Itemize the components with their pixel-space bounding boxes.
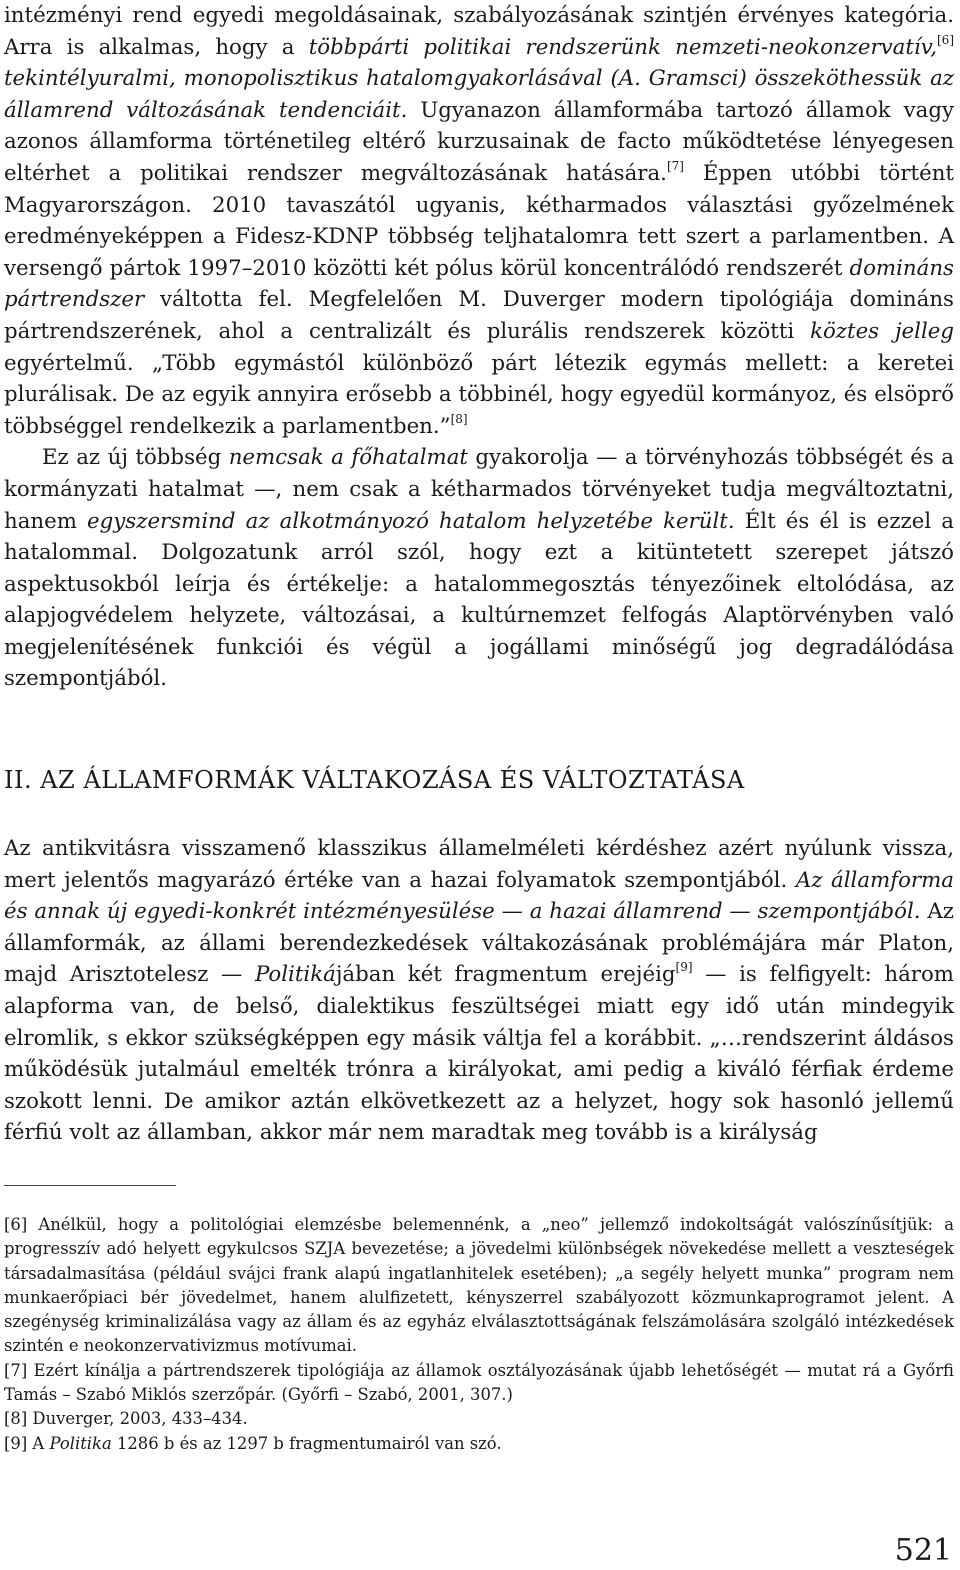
- footnote-separator: [4, 1185, 176, 1186]
- text-run: váltotta fel. Megfelelően M. Duverger modern tipológiája domináns pártrendszerének, ahol a centralizált és plurális rendszerek közötti: [4, 287, 954, 344]
- footnote-ref: [9]: [675, 960, 693, 975]
- text-run: Éppen utóbbi történt Magyarországon. 2010 tavaszától ugyanis, kétharmados választási győzelmének eredményeképpen a Fidesz-KDNP többség teljhatalomra tett szert a parlamentben. A versengő pártok 1997–2010 közötti két pólus körül koncentrálódó rendszerét: [4, 160, 954, 281]
- text-run: nemcsak a főhatalmat: [228, 445, 468, 471]
- text-run: Politika: [49, 1433, 112, 1453]
- footnotes: [4, 1213, 954, 1456]
- text-run: 1286 b és az 1297 b fragmentumairól van szó.: [111, 1433, 502, 1453]
- text-run: jában két fragmentum erejéig: [335, 962, 676, 988]
- footnote-9: [4, 1432, 954, 1456]
- footnote-ref: [8]: [450, 411, 468, 426]
- text-run: Politiká: [254, 962, 336, 988]
- text-run: többpárti politikai rendszerünk nemzeti-neokonzervatív,: [308, 34, 937, 60]
- footnote-ref: [7]: [666, 158, 684, 173]
- text-run: egyszersmind az alkotmányozó hatalom helyzetébe került.: [87, 508, 735, 534]
- text-run: tekintélyuralmi, monopolisztikus hatalomgyakorlásával (A. Gramsci) összeköthessük az államrend változásának tendenciáit.: [4, 66, 954, 123]
- text-run: Az államformák, az állami berendezkedések váltakozásának problémájára már Platon, majd Arisztotelesz —: [4, 899, 954, 988]
- text-run: köztes jelleg: [810, 318, 955, 344]
- text-run: [7] Ezért kínálja a pártrendszerek tipológiája az államok osztályozásának újabb lehetőségét — mutat rá a Győrfi Tamás – Szabó Miklós szerzőpár. (Győrfi – Szabó, 2001, 307.): [4, 1360, 954, 1405]
- text-run: Ez az új többség: [42, 445, 229, 471]
- footnote-6: [4, 1213, 954, 1359]
- text-run: Az államforma és annak új egyedi-konkrét intézményesülése — a hazai államrend — szempontjából.: [4, 867, 954, 925]
- paragraph-3: [4, 833, 954, 1149]
- text-run: gyakorolja — a törvényhozás többségét és a kormányzati hatalmat —, nem csak a kétharmados törvényeket tudja megváltoztatni, hanem: [4, 445, 954, 534]
- paragraph-2: [4, 442, 954, 695]
- text-run: egyértelmű. „Több egymástól különböző párt létezik egymás mellett: a keretei plurálisak. De az egyik annyira erősebb a többinél, hogy egyedül kormányoz, és elsöprő többséggel rendelkezik a parlamentben.”: [4, 350, 954, 439]
- text-run: Az antikvitásra visszamenő klasszikus államelméleti kérdéshez azért nyúlunk vissza, mert jelentős magyarázó értéke van a hazai folyamatok szempontjából.: [4, 836, 954, 893]
- page-body: [4, 0, 954, 1149]
- footnote-7: [4, 1359, 954, 1408]
- text-run: domináns pártrendszer: [4, 255, 954, 313]
- paragraph-1: [4, 0, 954, 442]
- page-number: 521: [894, 1533, 952, 1568]
- footnote-ref: [6]: [937, 32, 954, 47]
- footnote-8: [4, 1407, 954, 1431]
- text-run: Ugyanazon államformába tartozó államok vagy azonos államforma történetileg eltérő kurzusainak de facto működtetése lényegesen eltérhet a politikai rendszer megváltozásának hatására.: [4, 97, 954, 186]
- text-run: [6] Anélkül, hogy a politológiai elemzésbe belemennénk, a „neo” jellemző indokoltságát valószínűsítjük: a progresszív adó helyett egykulcsos SZJA bevezetése; a jövedelmi különbségek növekedése mellett a veszteségek társadalmasítása (például svájci frank alapú ingatlanhitelek esetében); „a segély helyett munka” program nem munkaerőpiaci bér jövedelmet, hanem alulfizetett, kényszerrel szabályozott közmunkaprogramot jelent. A szegénység kriminalizálása vagy az állam és az egyház elválasztottságának felszámolására szolgáló intézkedések szintén e neokonzervativizmus motívumai.: [4, 1215, 954, 1356]
- text-run: intézményi rend egyedi megoldásainak, szabályozásának szintjén érvényes kategória. Arra is alkalmas, hogy a: [4, 3, 954, 60]
- text-run: [8] Duverger, 2003, 433–434.: [4, 1409, 248, 1429]
- text-run: [9] A: [4, 1433, 50, 1453]
- section-heading: II. AZ ÁLLAMFORMÁK VÁLTAKOZÁSA ÉS VÁLTOZTATÁSA: [4, 766, 745, 795]
- text-run: Élt és él is ezzel a hatalommal. Dolgozatunk arról szól, hogy ezt a kitüntetett szerepet játszó aspektusokból leírja és értékelje: a hatalommegosztás tényezőinek eltolódása, az alapjogvédelem helyzete, változásai, a kultúrnemzet felfogás Alaptörvényben való megjelenítésének funkciói és végül a jogállami minőségű jog degradálódása szempontjából.: [4, 508, 954, 692]
- text-run: — is felfigyelt: három alapforma van, de belső, dialektikus feszültségei miatt egy idő után mindegyik elromlik, s ekkor szükségképpen egy másik váltja fel a korábbit. „…rendszerint áldásos működésük jutalmául emelték trónra a királyokat, ami pedig a kiváló férfiak érdeme szokott lenni. De amikor aztán elkövetkezett az a helyzet, hogy sok hasonló jellemű férfiú volt az államban, akkor már nem maradtak meg tovább is a királyság: [4, 962, 954, 1146]
